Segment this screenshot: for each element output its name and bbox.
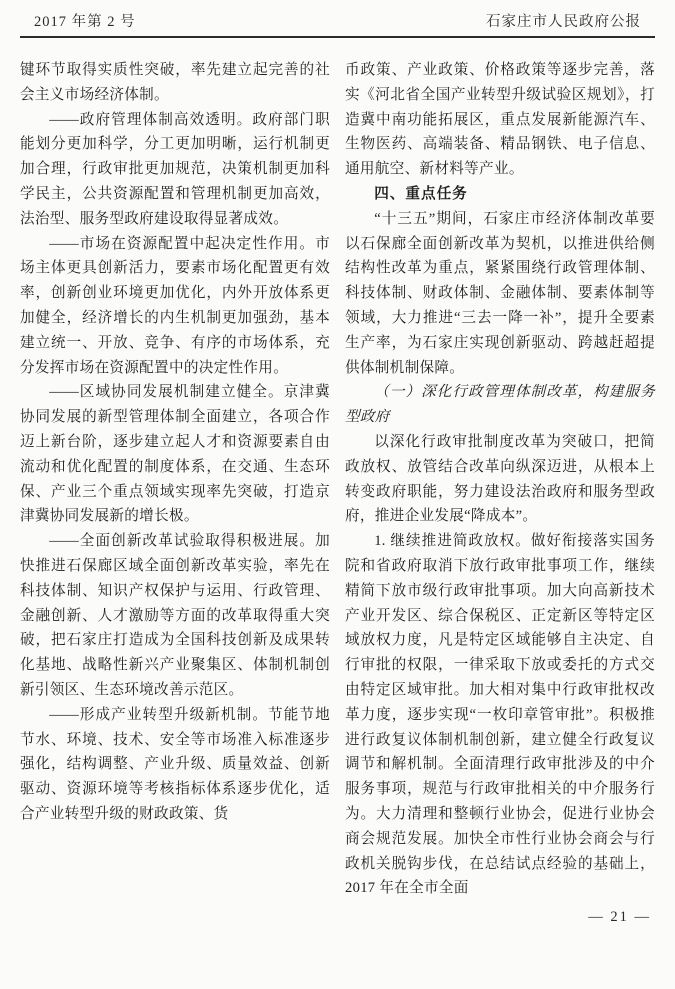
paragraph-continuation: 币政策、产业政策、价格政策等逐步完善，落实《河北省全国产业转型升级试验区规划》，打造冀中南功能拓展区，重点发展新能源汽车、生物医药、高端装备、精品钢铁、电子信息、通用航空、新材料等产业。 xyxy=(345,62,655,178)
publication-title: 石家庄市人民政府公报 xyxy=(486,14,641,30)
page-header xyxy=(20,0,655,36)
header-divider xyxy=(20,36,655,38)
paragraph: ——区域协同发展机制建立健全。京津冀协同发展的新型管理体制全面建立，各项合作迈上新台阶，逐步建立起人才和资源要素自由流动和优化配置的制度体系，在交通、生态环保、产业三个重点领域实现率先突破，打造京津冀协同发展新的增长极。 xyxy=(20,384,330,525)
document-body xyxy=(20,58,655,930)
paragraph: ——全面创新改革试验取得积极进展。加快推进石保廊区域全面创新改革实验，率先在科技体制、知识产权保护与运用、行政管理、金融创新、人才激励等方面的改革取得重大突破，把石家庄打造成为全国科技创新及成果转化基地、战略性新兴产业聚集区、体制机制创新引领区、生态环境改善示范区。 xyxy=(20,533,330,698)
page-number: — 21 — xyxy=(588,909,651,926)
paragraph: “十三五”期间，石家庄市经济体制改革要以石保廊全面创新改革为契机，以推进供给侧结构性改革为重点，紧紧围绕行政管理体制、科技体制、财政体制、金融体制、要素体制等领域，大力推进“三去一降一补”，提升全要素生产率，为石家庄实现创新驱动、跨越赶超提供体制机制保障。 xyxy=(345,210,655,376)
subsection-heading: （一）深化行政管理体制改革，构建服务型政府 xyxy=(345,384,655,426)
paragraph: 1. 继续推进简政放权。做好衔接落实国务院和省政府取消下放行政审批事项工作，继续精简下放市级行政审批事项。加大向高新技术产业开发区、综合保税区、正定新区等特定区域放权力度，凡是特定区域能够自主决定、自行审批的权限，一律采取下放或委托的方式交由特定区域审批。加大相对集中行政审批权改革力度，逐步实现“一枚印章管审批”。积极推进行政复议体制机制创新，建立健全行政复议调节和解机制。全面清理行政审批涉及的中介服务事项，规范与行政审批相关的中介服务行为。大力清理和整顿行业协会，促进行业协会商会规范发展。加快全市性行业协会商会与行政机关脱钩步伐，在总结试点经验的基础上，2017 年在全市全面 xyxy=(345,533,655,897)
paragraph: ——形成产业转型升级新机制。节能节地节水、环境、技术、安全等市场准入标准逐步强化，结构调整、产业升级、质量效益、创新驱动、资源环境等考核指标体系逐步优化，适合产业转型升级的财政政策、货 xyxy=(20,706,330,822)
left-column xyxy=(20,58,330,930)
paragraph: ——政府管理体制高效透明。政府部门职能划分更加科学，分工更加明晰，运行机制更加合理，行政审批更加规范，决策机制更加科学民主，公共资源配置和管理机制更加高效，法治型、服务型政府建设取得显著成效。 xyxy=(20,111,330,227)
section-heading: 四、重点任务 xyxy=(374,185,468,202)
issue-number: 2017 年第 2 号 xyxy=(34,14,136,30)
paragraph: 以深化行政审批制度改革为突破口，把简政放权、放管结合改革向纵深迈进，从根本上转变政府职能，努力建设法治政府和服务型政府，推进企业发展“降成本”。 xyxy=(345,433,655,525)
right-column xyxy=(345,58,655,930)
paragraph-continuation: 键环节取得实质性突破，率先建立起完善的社会主义市场经济体制。 xyxy=(20,62,330,103)
paragraph: ——市场在资源配置中起决定性作用。市场主体更具创新活力，要素市场化配置更有效率，创新创业环境更加优化，内外开放体系更加健全，经济增长的内生机制更加强劲，基本建立统一、开放、竞争、有序的市场体系，充分发挥市场在资源配置中的决定性作用。 xyxy=(20,235,330,376)
